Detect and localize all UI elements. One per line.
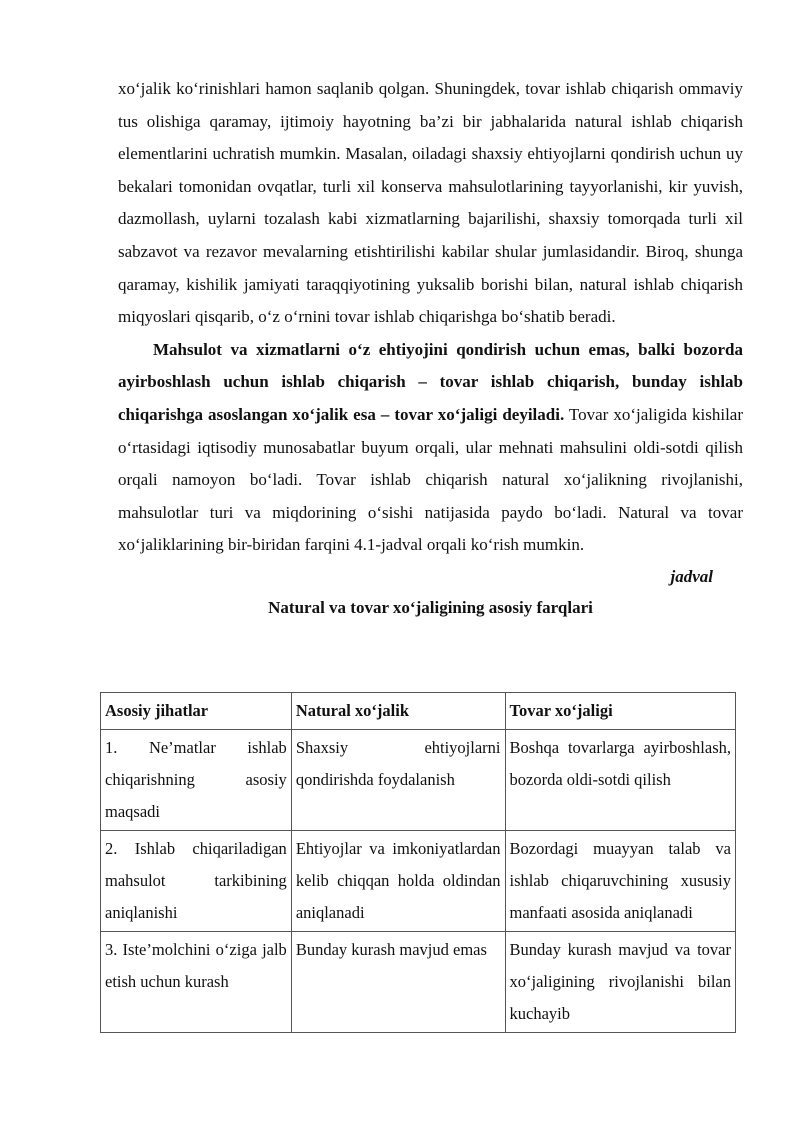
table-cell: Shaxsiy ehtiyojlarni qondirishda foydalanish (291, 730, 505, 831)
table-cell: 2. Ishlab chiqariladigan mahsulot tarkibining aniqlanishi (101, 831, 292, 932)
table-row (101, 730, 736, 831)
table-cell: Boshqa tovarlarga ayirboshlash, bozorda oldi-sotdi qilish (505, 730, 735, 831)
table-cell: 3. Iste’molchini o‘ziga jalb etish uchun kurash (101, 932, 292, 1033)
paragraph-2-text: Tovar xo‘jaligida kishilar o‘rtasidagi iqtisodiy munosabatlar buyum orqali, ular mehnati mahsulini oldi-sotdi qilish orqali namoyon bo‘ladi. Tovar ishlab chiqarish natural xo‘jalikning rivojlanishi, mahsulotlar turi va miqdorining o‘sishi natijasida paydo bo‘ladi. Natural va tovar xo‘jaliklarining bir-biridan farqini 4.1-jadval orqali ko‘rish mumkin. (118, 404, 744, 555)
table-row (101, 831, 736, 932)
paragraph-2 (118, 334, 743, 562)
table-header-row (101, 693, 736, 730)
table-cell: Ehtiyojlar va imkoniyatlardan kelib chiqqan holda oldindan aniqlanadi (291, 831, 505, 932)
table-row (101, 932, 736, 1033)
table-cell: Bozordagi muayyan talab va ishlab chiqaruvchining xususiy manfaati asosida aniqlanadi (505, 831, 735, 932)
table-cell: Bunday kurash mavjud va tovar xo‘jaligining rivojlanishi bilan kuchayib (505, 932, 735, 1033)
definition-bold-text: Mahsulot va xizmatlarni o‘z ehtiyojini qondirish uchun emas, balki bozorda ayirboshlash uchun ishlab chiqarish – tovar ishlab chiqarish, bunday ishlab chiqarishga asoslangan xo‘jalik esa – tovar xo‘jaligi deyiladi. (118, 339, 743, 424)
table-label: jadval (670, 566, 713, 586)
comparison-table (100, 692, 736, 1033)
header-aspects: Asosiy jihatlar (101, 693, 292, 730)
table-cell: 1. Ne’matlar ishlab chiqarishning asosiy maqsadi (101, 730, 292, 831)
header-natural: Natural xo‘jalik (291, 693, 505, 730)
table-title: Natural va tovar xo‘jaligining asosiy farqlari (268, 597, 593, 617)
paragraph-1: xo‘jalik ko‘rinishlari hamon saqlanib qolgan. Shuningdek, tovar ishlab chiqarish ommaviy tus olishiga qaramay, ijtimoiy hayotning ba’zi bir jabhalarida natural ishlab chiqarish elementlarini uchratish mumkin. Masalan, oiladagi shaxsiy ehtiyojlarni qondirish uchun uy bekalari tomonidan ovqatlar, turli xil konserva mahsulotlarining tayyorlanishi, kir yuvish, dazmollash, uylarni tozalash kabi xizmatlarning bajarilishi, shaxsiy tomorqada turli xil sabzavot va rezavor mevalarning etishtirilishi kabilar shular jumlasidandir. Biroq, shunga qaramay, kishilik jamiyati taraqqiyotining yuksalib borishi bilan, natural ishlab chiqarish miqyoslari qisqarib, o‘z o‘rnini tovar ishlab chiqarishga bo‘shatib beradi. (118, 79, 743, 327)
header-commodity: Tovar xo‘jaligi (505, 693, 735, 730)
table-cell: Bunday kurash mavjud emas (291, 932, 505, 1033)
